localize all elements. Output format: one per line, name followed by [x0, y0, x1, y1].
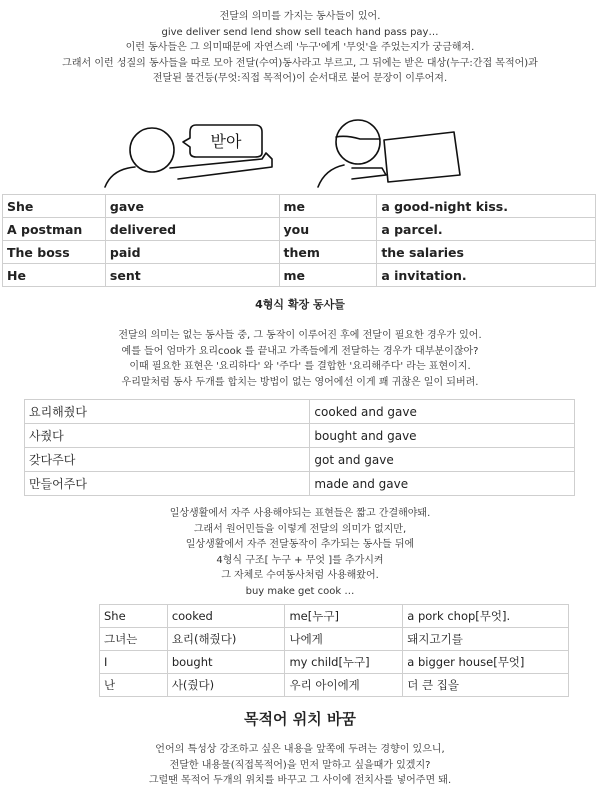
english-verb-cell: got and gave	[310, 448, 575, 472]
section2-line: 전달의 의미는 없는 동사들 중, 그 동작이 이루어진 후에 전달이 필요한 경우가 있어.	[118, 330, 482, 341]
indirect-object-cell: 우리 아이에게	[285, 674, 403, 697]
section2-line: 이때 필요한 표현은 '요리하다' 와 '주다' 를 결합한 '요리해주다' 라는 표현이지.	[129, 361, 471, 372]
handover-illustration	[0, 95, 600, 195]
left-person-body	[105, 167, 135, 187]
section3-line: 일상생활에서 자주 사용해야되는 표현들은 짧고 간결해야돼.	[169, 508, 431, 519]
section3-line: 그래서 원어민들을 이렇게 전달의 의미가 없지만,	[193, 523, 407, 535]
speech-text: 받아	[210, 132, 242, 151]
direct-object-cell: 더 큰 집을	[403, 674, 569, 697]
subject-cell: A postman	[3, 218, 106, 241]
indirect-object-cell: my child[누구]	[285, 651, 403, 674]
section3-line: 그 자체로 수여동사처럼 사용해왔어.	[221, 570, 379, 581]
direct-object-cell: a good-night kiss.	[377, 195, 596, 218]
intro-line: 그래서 이런 성질의 동사들을 따로 모아 전달(수여)동사라고 부르고, 그 뒤에는 받은 대상(누구:간접 목적어)과	[62, 57, 538, 69]
korean-verb-cell: 만들어주다	[25, 472, 310, 496]
verb-cell: 요리(해줬다)	[167, 628, 285, 651]
verb-cell: gave	[105, 195, 279, 218]
section-title-object-order: 목적어 위치 바꿈	[244, 710, 356, 728]
direct-object-cell: 돼지고기를	[403, 628, 569, 651]
section3-paragraph	[0, 506, 600, 599]
intro-line: 전달의 의미를 가지는 동사들이 있어.	[219, 11, 381, 22]
table-row	[3, 264, 596, 287]
section4-line: 전달한 내용물(직접목적어)을 먼저 말하고 싶을때가 있겠지?	[169, 759, 431, 771]
intro-paragraph	[0, 9, 600, 87]
section2-line: 예를 들어 엄마가 요리cook 를 끝내고 가족들에게 전달하는 경우가 대부분이잖아?	[121, 345, 479, 357]
table-row	[3, 241, 596, 264]
indirect-object-cell: you	[279, 218, 377, 241]
section3-line: 일상생활에서 자주 전달동작이 추가되는 동사들 뒤에	[185, 539, 415, 550]
verb-cell: bought	[167, 651, 285, 674]
direct-object-cell: a pork chop[무엇].	[403, 605, 569, 628]
right-person-head	[336, 120, 380, 164]
table-row	[25, 448, 575, 472]
section4-paragraph	[0, 742, 600, 789]
english-verb-cell: made and gave	[310, 472, 575, 496]
table-row	[25, 472, 575, 496]
verb-combination-table	[24, 399, 575, 496]
verb-cell: cooked	[167, 605, 285, 628]
section4-line: 언어의 특성상 강조하고 싶은 내용을 앞쪽에 두려는 경향이 있으니,	[155, 744, 445, 755]
english-verb-cell: bought and gave	[310, 424, 575, 448]
direct-object-cell: the salaries	[377, 241, 596, 264]
table-row	[100, 674, 569, 697]
subject-cell: 그녀는	[100, 628, 168, 651]
subject-cell: She	[100, 605, 168, 628]
table-row	[100, 605, 569, 628]
indirect-object-cell: me	[279, 195, 377, 218]
verb-cell: delivered	[105, 218, 279, 241]
intro-line: 이런 동사들은 그 의미때문에 자연스레 '누구'에게 '무엇'을 주었는지가 궁금해져.	[125, 42, 475, 53]
table-row	[25, 424, 575, 448]
section4-line: 그럴땐 목적어 두개의 위치를 바꾸고 그 사이에 전치사를 넣어주면 돼.	[148, 775, 452, 786]
verb-cell: 사(줬다)	[167, 674, 285, 697]
table-row	[3, 218, 596, 241]
sentence-table-1	[2, 194, 596, 287]
right-person-arm	[352, 168, 386, 179]
direct-object-cell: a bigger house[무엇]	[403, 651, 569, 674]
right-person-body	[318, 165, 344, 187]
subject-cell: The boss	[3, 241, 106, 264]
indirect-object-cell: them	[279, 241, 377, 264]
verb-cell: sent	[105, 264, 279, 287]
table-row	[100, 628, 569, 651]
section3-line: buy make get cook …	[245, 585, 355, 597]
indirect-object-cell: me[누구]	[285, 605, 403, 628]
left-person-head	[130, 128, 174, 172]
korean-verb-cell: 요리해줬다	[25, 400, 310, 424]
parcel-box	[384, 132, 460, 182]
indirect-object-cell: 나에게	[285, 628, 403, 651]
sentence-table-2	[99, 604, 569, 697]
right-person-hair	[336, 136, 380, 139]
direct-object-cell: a invitation.	[377, 264, 596, 287]
intro-line: 전달된 물건등(무엇:직접 목적어)이 순서대로 붙어 문장이 이루어져.	[152, 73, 448, 84]
direct-object-cell: a parcel.	[377, 218, 596, 241]
english-verb-cell: cooked and gave	[310, 400, 575, 424]
subject-cell: I	[100, 651, 168, 674]
table-row	[100, 651, 569, 674]
subject-cell: He	[3, 264, 106, 287]
table-row	[3, 195, 596, 218]
section2-line: 우리말처럼 동사 두개를 합치는 방법이 없는 영어에선 이게 꽤 귀찮은 일이 되버려.	[121, 376, 479, 388]
korean-verb-cell: 갖다주다	[25, 448, 310, 472]
section2-paragraph	[0, 328, 600, 390]
subject-cell: 난	[100, 674, 168, 697]
verb-cell: paid	[105, 241, 279, 264]
indirect-object-cell: me	[279, 264, 377, 287]
subject-cell: She	[3, 195, 106, 218]
intro-line: give deliver send lend show sell teach hand pass pay…	[161, 26, 439, 38]
table-row	[25, 400, 575, 424]
section3-line: 4형식 구조[ 누구 + 무엇 ]를 추가시켜	[216, 554, 384, 566]
korean-verb-cell: 사줬다	[25, 424, 310, 448]
section-title-extension-verbs: 4형식 확장 동사들	[255, 298, 345, 311]
